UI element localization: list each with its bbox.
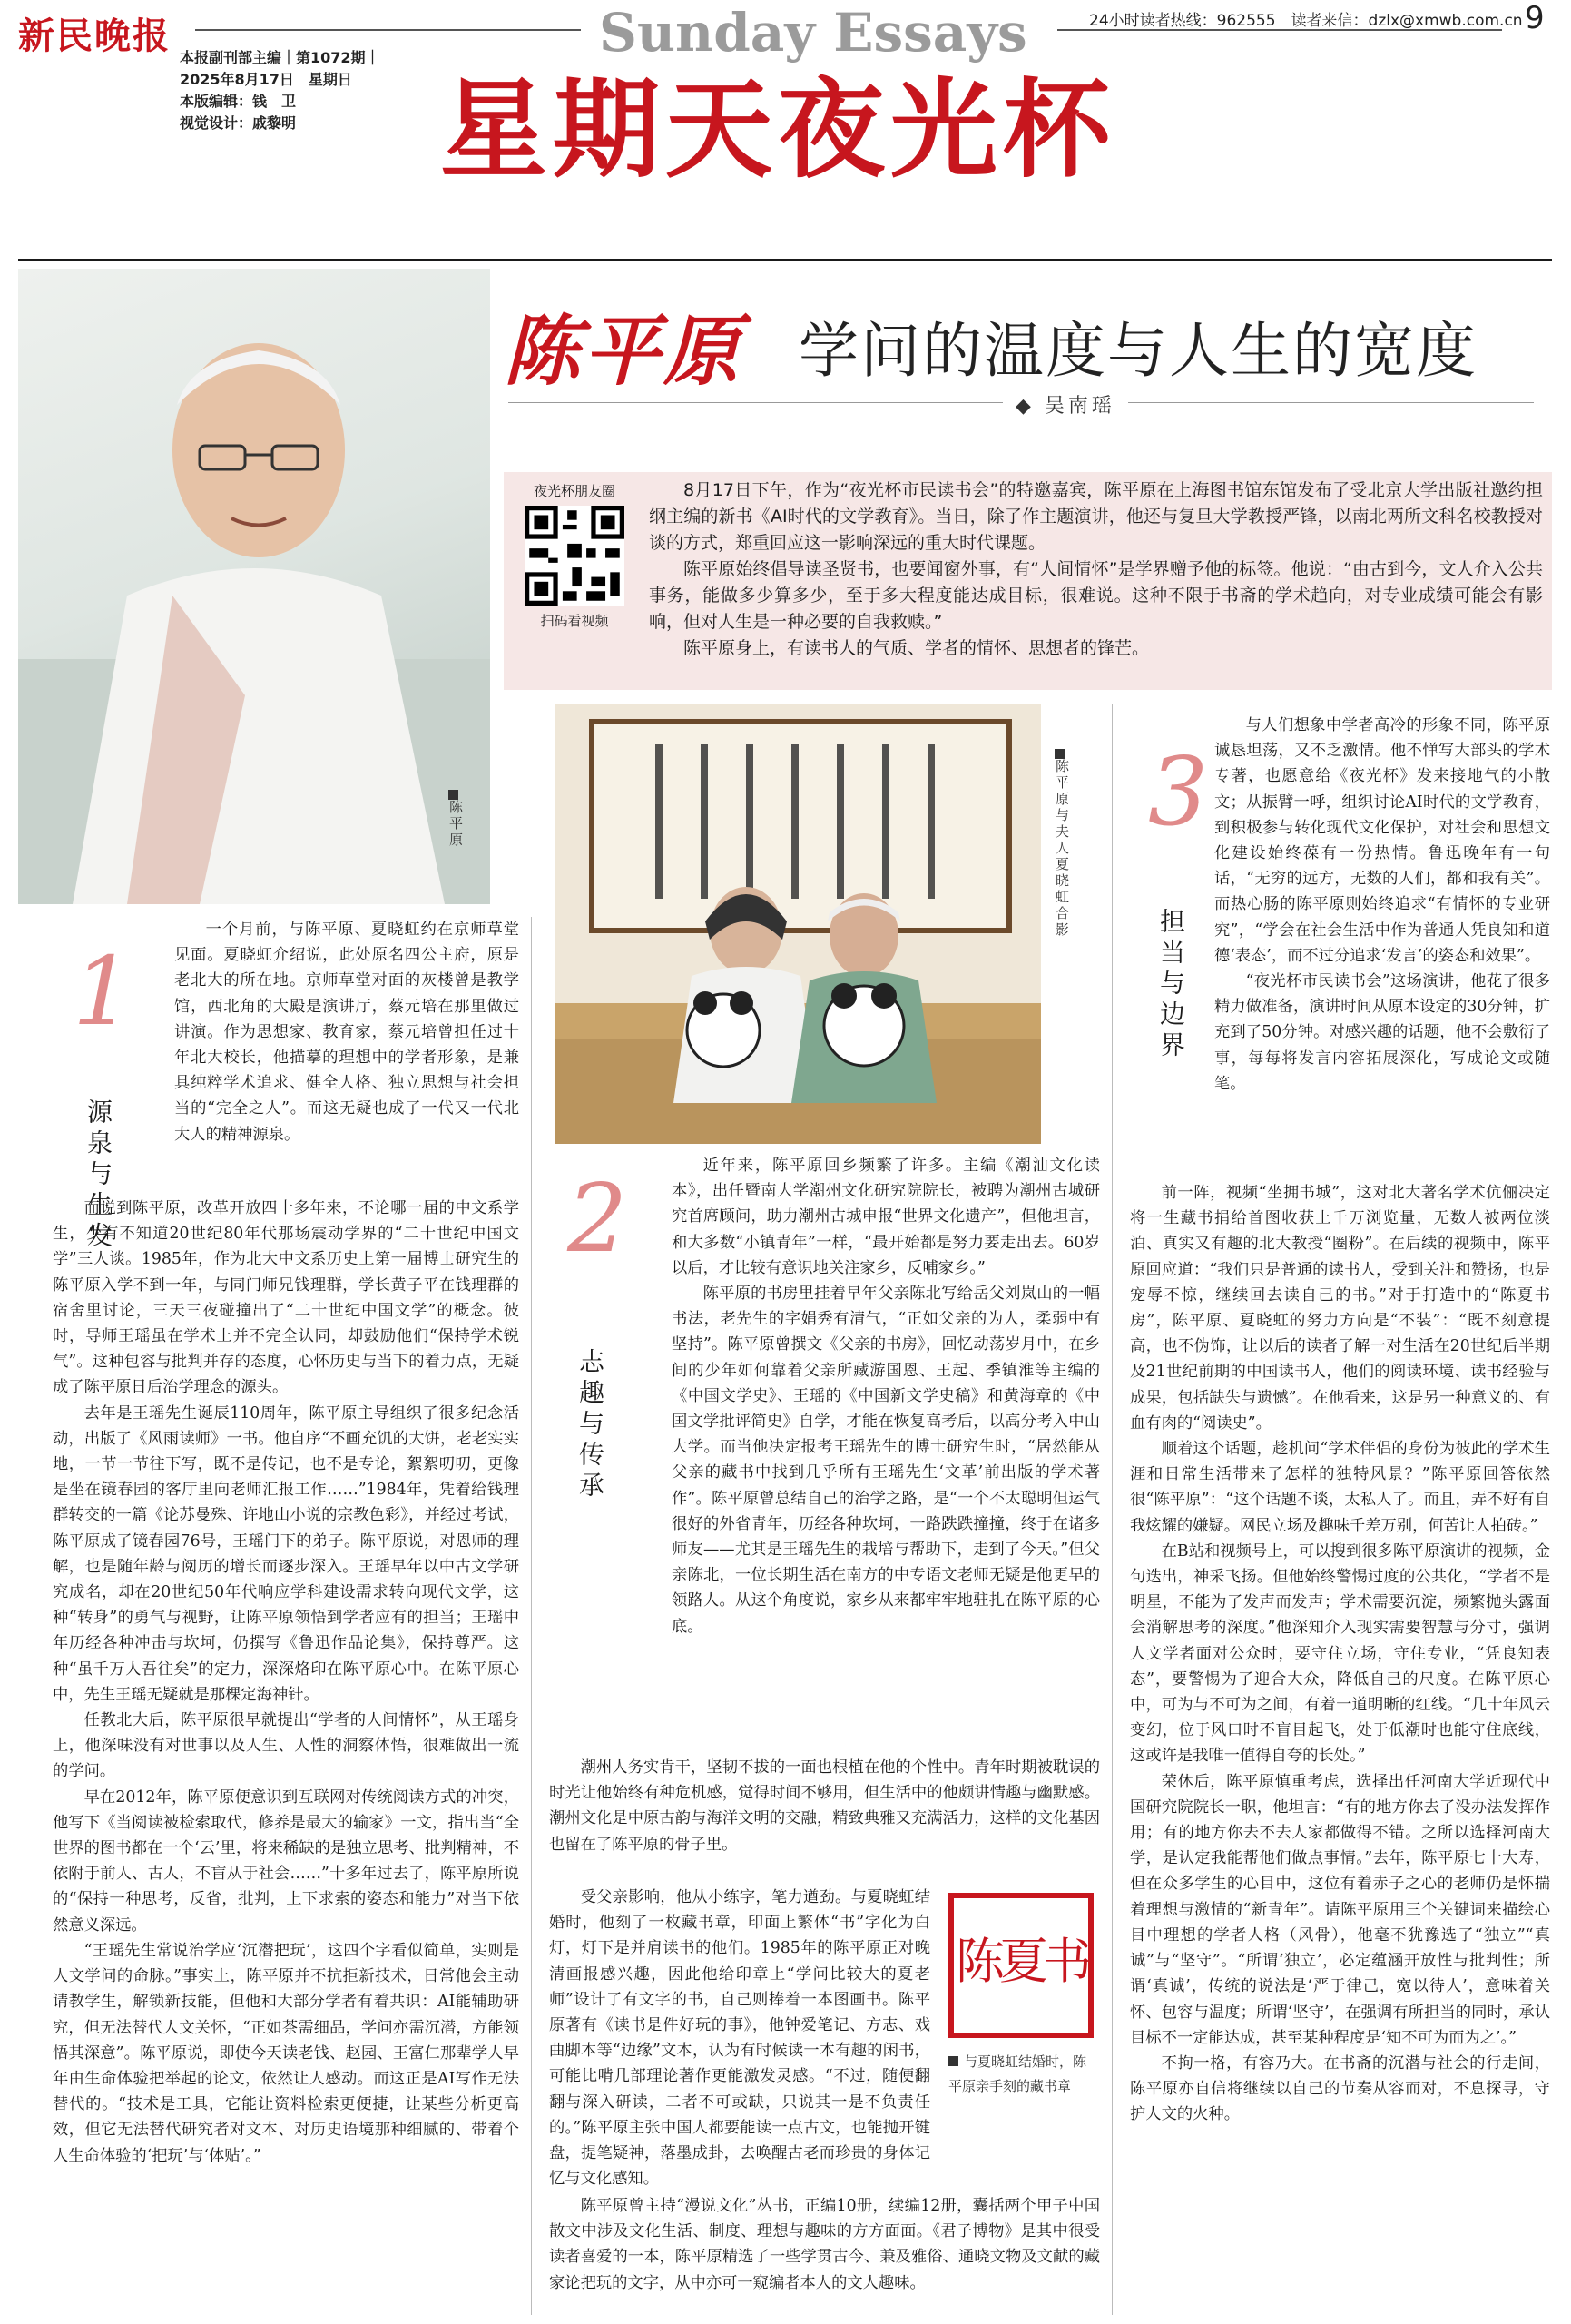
paragraph: 早在2012年，陈平原便意识到互联网对传统阅读方式的冲突，他写下《当阅读被检索取代，修养是最大的输家》一文，指出当“全世界的图书都在一个‘云’里，将来稀缺的是独立思考、批判精神，不依附于前人、古人，不盲从于社会……”十多年过去了，陈平原所说的“保持一种思考，反省，批判，上下求索的姿态和能力”对当下依然意义深远。	[53, 1787, 519, 1935]
section-2-column	[549, 1755, 1100, 1857]
caption-marker-icon	[448, 790, 458, 800]
section-2-column-bottom	[549, 1885, 930, 2191]
paragraph: 去年是王瑶先生诞辰110周年，陈平原主导组织了很多纪念活动，出版了《风雨读师》一书。他自序“不画充饥的大饼，老老实实地，一节一节往下写，既不是传记，也不是专论，絮絮叨叨，更像是坐在镜春园的客厅里向老师汇报工作……”1984年，凭着给钱理群转交的一篇《论苏曼殊、许地山小说的宗教色彩》，并经过考试，陈平原成了镜春园76号，王瑶门下的弟子。陈平原说，对恩师的理解，也是随年龄与阅历的增长而逐步深入。王瑶早年以中古文学研究成名，却在20世纪50年代响应学科建设需求转向现代文学，这种“转身”的勇气与视野，让陈平原领悟到学者应有的担当；王瑶中年历经各种冲击与坎坷，仍撰写《鲁迅作品论集》，保持尊严。这种“虽千万人吾往矣”的定力，深深烙印在陈平原心中。在陈平原心中，先生王瑶无疑就是那棵定海神针。	[53, 1403, 519, 1704]
paragraph: 陈平原的书房里挂着早年父亲陈北写给岳父刘岚山的一幅书法，老先生的字娟秀有清气，“正如父亲的为人，柔弱中有坚持”。陈平原曾撰文《父亲的书房》，回忆动荡岁月中，在乡间的少年如何靠着父亲所藏游国恩、王起、季镇淮等主编的《中国文学史》、王瑶的《中国新文学史稿》和黄海章的《中国文学批评简史》自学，才能在恢复高考后，以高分考入中山大学。而当他决定报考王瑶先生的博士研究生时，“居然能从父亲的藏书中找到几乎所有王瑶先生‘文革’前出版的学术著作”。陈平原曾总结自己的治学之路，是“一个不太聪明但运气很好的外省青年，历经各种坎坷，一路跌跌撞撞，终于在诸多师友——尤其是王瑶先生的栽培与帮助下，走到了今天。”但父亲陈北，一位长期生活在南方的中专语文老师无疑是他更早的领路人。从这个角度说，家乡从来都牢牢地驻扎在陈平原的心底。	[672, 1285, 1100, 1636]
paragraph: 前一阵，视频“坐拥书城”，这对北大著名学术伉俪决定将一生藏书捐给首图收获上千万浏览量，无数人被两位淡泊、真实又有趣的北大教授“圈粉”。在后续的视频中，陈平原回应道：“我们只是普通的读书人，受到关注和赞扬，也是宠辱不惊，继续回去读自己的书。”对于打造中的“陈夏书房”，陈平原、夏晓虹的努力方向是“不装”：“既不刻意提高，也不伪饰，让以后的读者了解一对生活在20世纪后半期及21世纪前期的中国读书人，他们的阅读环境、读书经验与成果，包括缺失与遗憾”。在他看来，这是另一种意义的、有血有肉的“阅读史”。	[1130, 1184, 1550, 1433]
issue-info	[180, 47, 380, 134]
paragraph: 潮州人务实肯干，坚韧不拔的一面也根植在他的个性中。青年时期被耽误的时光让他始终有种危机感，觉得时间不够用，但生活中的他颇讲情趣与幽默感。潮州文化是中原古韵与海洋文明的交融，精致典雅又充满活力，这样的文化基因也留在了陈平原的骨子里。	[549, 1758, 1100, 1854]
section-2-column-end	[549, 2193, 1100, 2296]
section-1-column-top	[174, 917, 519, 1147]
editor-line: 本版编辑：钱 卫	[180, 93, 297, 110]
paragraph: “王瑶先生常说治学应‘沉潜把玩’，这四个字看似简单，实则是人文学问的命脉。”事实上，陈平原并不抗拒新技术，日常他会主动请教学生，解锁新技能，但他和大部分学者有着共识：AI能辅助研究，但无法替代人文关怀，“正如茶需细品，学问亦需沉潜，方能领悟其深意”。陈平原说，即使今天读老钱、赵园、王富仁那辈学人早年由生命体验把举起的论文，依然让人感动。而这正是AI写作无法替代的。“技术是工具，它能让资料检索更便捷，让某些分析更高效，但它无法替代研究者对文本、对历史语境那种细腻的、带着个人生命体验的‘把玩’与‘体贴’。”	[53, 1941, 519, 2165]
section-number: 1	[73, 936, 133, 1047]
paragraph: 而说到陈平原，改革开放四十多年来，不论哪一届的中文系学生，少有不知道20世纪80年代那场震动学界的“二十世纪中国文学”三人谈。1985年，作为北大中文系历史上第一届博士研究生的陈平原入学不到一年，与同门师兄钱理群，学长黄子平在钱理群的宿舍里讨论，三天三夜碰撞出了“二十世纪中国文学”的概念。彼时，导师王瑶虽在学术上并不完全认同，却鼓励他们“保持学术锐气”。这种包容与批判并存的态度，心怀历史与当下的着力点，无疑成了陈平原日后治学理念的源头。	[53, 1199, 519, 1397]
book-seal: 陈夏书	[948, 1893, 1094, 2038]
qr-label-top: 夜光杯朋友圈	[533, 483, 615, 499]
section-1-column	[53, 1196, 519, 2169]
section-number: 2	[567, 1163, 628, 1274]
section-2-column-top	[672, 1153, 1100, 1640]
article-name: 陈平原	[504, 306, 744, 396]
couple-photo-caption: 陈平原与夫人夏晓虹合影	[1053, 749, 1072, 939]
seal-caption: 与夏晓虹结婚时，陈平原亲手刻的藏书章	[948, 2053, 1087, 2094]
qr-code-icon[interactable]	[525, 506, 624, 606]
page-title: 星期天夜光杯	[440, 66, 1116, 192]
column-rule	[531, 917, 532, 2315]
masthead-divider	[18, 259, 1552, 261]
paragraph: 受父亲影响，他从小练字，笔力遒劲。与夏晓虹结婚时，他刻了一枚藏书章，印面上繁体“书”字化为白灯，灯下是并肩读书的他们。1985年的陈平原正对晚清画报感兴趣，因此他给印章上“学问比较大的夏老师”设计了有文字的书，自己则捧着一本图画书。陈平原著有《读书是件好玩的事》，他钟爱笔记、方志、戏曲脚本等“边缘”文本，认为有时候读一本有趣的闲书，可能比啃几部理论著作更能激发灵感。“不过，随便翻翻与深入研读，二者不可或缺，只说其一是不负责任的。”陈平原主张中国人都要能读一点古文，也能抛开键盘，提笔疑神，落墨成卦，去唤醒古老而珍贵的身体记忆与文化感知。	[549, 1888, 930, 2189]
section-number: 3	[1148, 736, 1209, 847]
paragraph: 近年来，陈平原回乡频繁了许多。主编《潮汕文化读本》，出任暨南大学潮州文化研究院院长，被聘为潮州古城研究首席顾问，助力潮州古城申报“世界文化遗产”，但他坦言，和大多数“小镇青年”一样，“最开始都是努力要走出去。60岁以后，才比较有意识地关注家乡，反哺家乡。”	[672, 1157, 1100, 1277]
date-line: 2025年8月17日 星期日	[180, 71, 352, 88]
paragraph: 一个月前，与陈平原、夏晓虹约在京师草堂见面。夏晓虹介绍说，此处原名四公主府，原是老北大的所在地。京师草堂对面的灰楼曾是教学馆，西北角的大殿是演讲厅，蔡元培在那里做过讲演。作为思想家、教育家，蔡元培曾担任过十年北大校长，他描摹的理想中的学者形象，是兼具纯粹学术追求、健全人格、独立思想与社会担当的“完全之人”。而这无疑也成了一代又一代北大人的精神源泉。	[174, 921, 519, 1144]
byline: ◆ 吴南瑶	[1003, 390, 1128, 419]
paragraph: 在B站和视频号上，可以搜到很多陈平原演讲的视频，金句迭出，神采飞扬。但他始终警惕过度的公共化，“学者不是明星，不能为了发声而发声；学术需要沉淀，频繁抛头露面会消解思考的深度。”他深知介入现实需要智慧与分寸，强调人文学者面对公众时，要守住立场，守住专业，“凭良知表态”，要警惕为了迎合大众，降低自己的尺度。在陈平原心中，可为与不可为之间，有着一道明晰的红线。“几十年风云变幻，位于风口时不盲目起飞，处于低潮时也能守住底线，这或许是我唯一值得自夸的长处。”	[1130, 1541, 1550, 1766]
article-headline: 学问的温度与人生的宽度	[799, 316, 1478, 386]
paragraph: 不拘一格，有容乃大。在书斋的沉潜与社会的行走间，陈平原亦自信将继续以自己的节奏从容而对，不息探寻，守护人文的火种。	[1130, 2053, 1550, 2124]
section-title: 担当与边界	[1156, 908, 1186, 1062]
section-title: 志趣与传承	[575, 1348, 605, 1502]
intro-paragraph: 8月17日下午，作为“夜光杯市民读书会”的特邀嘉宾，陈平原在上海图书馆东馆发布了受北京大学出版社邀约担纲主编的新书《AI时代的文学教育》。当日，除了作主题演讲，他还与复旦大学教授严锋，以南北两所文科名校教授对谈的方式，郑重回应这一影响深远的重大时代课题。	[649, 480, 1543, 553]
page-number: 9	[1525, 0, 1545, 36]
design-line: 视觉设计：戚黎明	[180, 114, 297, 132]
paragraph: 陈平原曾主持“漫说文化”丛书，正编10册，续编12册，囊括两个甲子中国散文中涉及文化生活、制度、理想与趣味的方方面面。《君子博物》是其中很受读者喜爱的一本，陈平原精选了一些学贯古今、兼及雅俗、通晓文物及文献的藏家论把玩的文字，从中亦可一窥编者本人的文人趣味。	[549, 2197, 1100, 2292]
section-name-en: Sunday Essays	[599, 2, 1027, 64]
reader-hotline: 24小时读者热线：962555 读者来信：dzlx@xmwb.com.cn	[1089, 12, 1523, 30]
masthead-logo: 新民晚报	[18, 15, 171, 57]
section-3-column-top	[1214, 713, 1550, 1097]
caption-marker-icon	[948, 2056, 958, 2066]
paragraph: 荣休后，陈平原慎重考虑，选择出任河南大学近现代中国研究院院长一职，他坦言：“有的地方你去了没办法发挥作用；有的地方你去不去人家都做得不错。之所以选择河南大学，是认定我能帮他们做点事情。”去年，陈平原七十大寿，但在众多学生的心目中，这位有着赤子之心的老师仍是怀揣着理想与激情的“新青年”。请陈平原用三个关键词来描绘心目中理想的学者人格（风骨），他毫不犹豫选了“独立”“真诚”与“坚守”。“所谓‘独立’，必定蕴涵开放性与批判性；所谓‘真诚’，传统的说法是‘严于律己，宽以待人’，意味着关怀、包容与温度；所谓‘坚守’，在强调有所担当的同时，承认目标不一定能达成，甚至某种程度是‘知不可为而为之’。”	[1130, 1772, 1550, 2047]
paragraph: 任教北大后，陈平原很早就提出“学者的人间情怀”，从王瑶身上，他深味没有对世事以及人生、人性的洞察体悟，很难做出一流的学问。	[53, 1711, 519, 1781]
section-3-column	[1130, 1180, 1550, 2128]
column-rule	[1112, 704, 1113, 2315]
intro-text	[649, 478, 1543, 662]
intro-paragraph: 陈平原始终倡导读圣贤书，也要闻窗外事，有“人间情怀”是学界赠予他的标签。他说：“由古到今，文人介入公共事务，能做多少算多少，至于多大程度能达成目标，很难说。这种不限于书斋的学术趋向，对专业成绩可能会有影响，但对人生是一种必要的自我救赎。”	[649, 559, 1543, 632]
caption-marker-icon	[1055, 749, 1065, 759]
section-title: 源泉与生发	[83, 1098, 113, 1253]
paragraph: “夜光杯市民读书会”这场演讲，他花了很多精力做准备，演讲时间从原本设定的30分钟，扩充到了50分钟。对感兴趣的话题，他不会敷衍了事，每每将发言内容拓展深化，写成论文或随笔。	[1214, 972, 1550, 1093]
intro-paragraph: 陈平原身上，有读书人的气质、学者的情怀、思想者的锋芒。	[683, 638, 1150, 658]
portrait-photo	[18, 269, 490, 904]
qr-label-bottom: 扫码看视频	[540, 613, 609, 629]
portrait-caption: 陈平原	[447, 790, 466, 849]
qr-block[interactable]	[515, 481, 633, 630]
couple-photo	[555, 704, 1041, 1144]
paragraph: 顺着这个话题，趁机问“学术伴侣的身份为彼此的学术生涯和日常生活带来了怎样的独特风景？”陈平原回答依然很“陈平原”：“这个话题不谈，太私人了。而且，弄不好有自我炫耀的嫌疑。网民立场及趣味千差万别，何苦让人拍砖。”	[1130, 1440, 1550, 1535]
masthead-rule-left	[195, 29, 581, 31]
paragraph: 与人们想象中学者高冷的形象不同，陈平原诚恳坦荡，又不乏激情。他不惮写大部头的学术专著，也愿意给《夜光杯》发来接地气的小散文；从振臂一呼，组织讨论AI时代的文学教育，到积极参与转化现代文化保护，对社会和思想文化建设始终葆有一份热情。鲁迅晚年有一句话，“无穷的远方，无数的人们，都和我有关”。而热心肠的陈平原则始终追求“有情怀的专业研究”，“学会在社会生活中作为普通人凭良知和道德‘表态’，而不过分追求‘发言’的姿态和效果”。	[1214, 716, 1550, 965]
issue-line: 本报副刊部主编｜第1072期｜	[180, 49, 380, 66]
